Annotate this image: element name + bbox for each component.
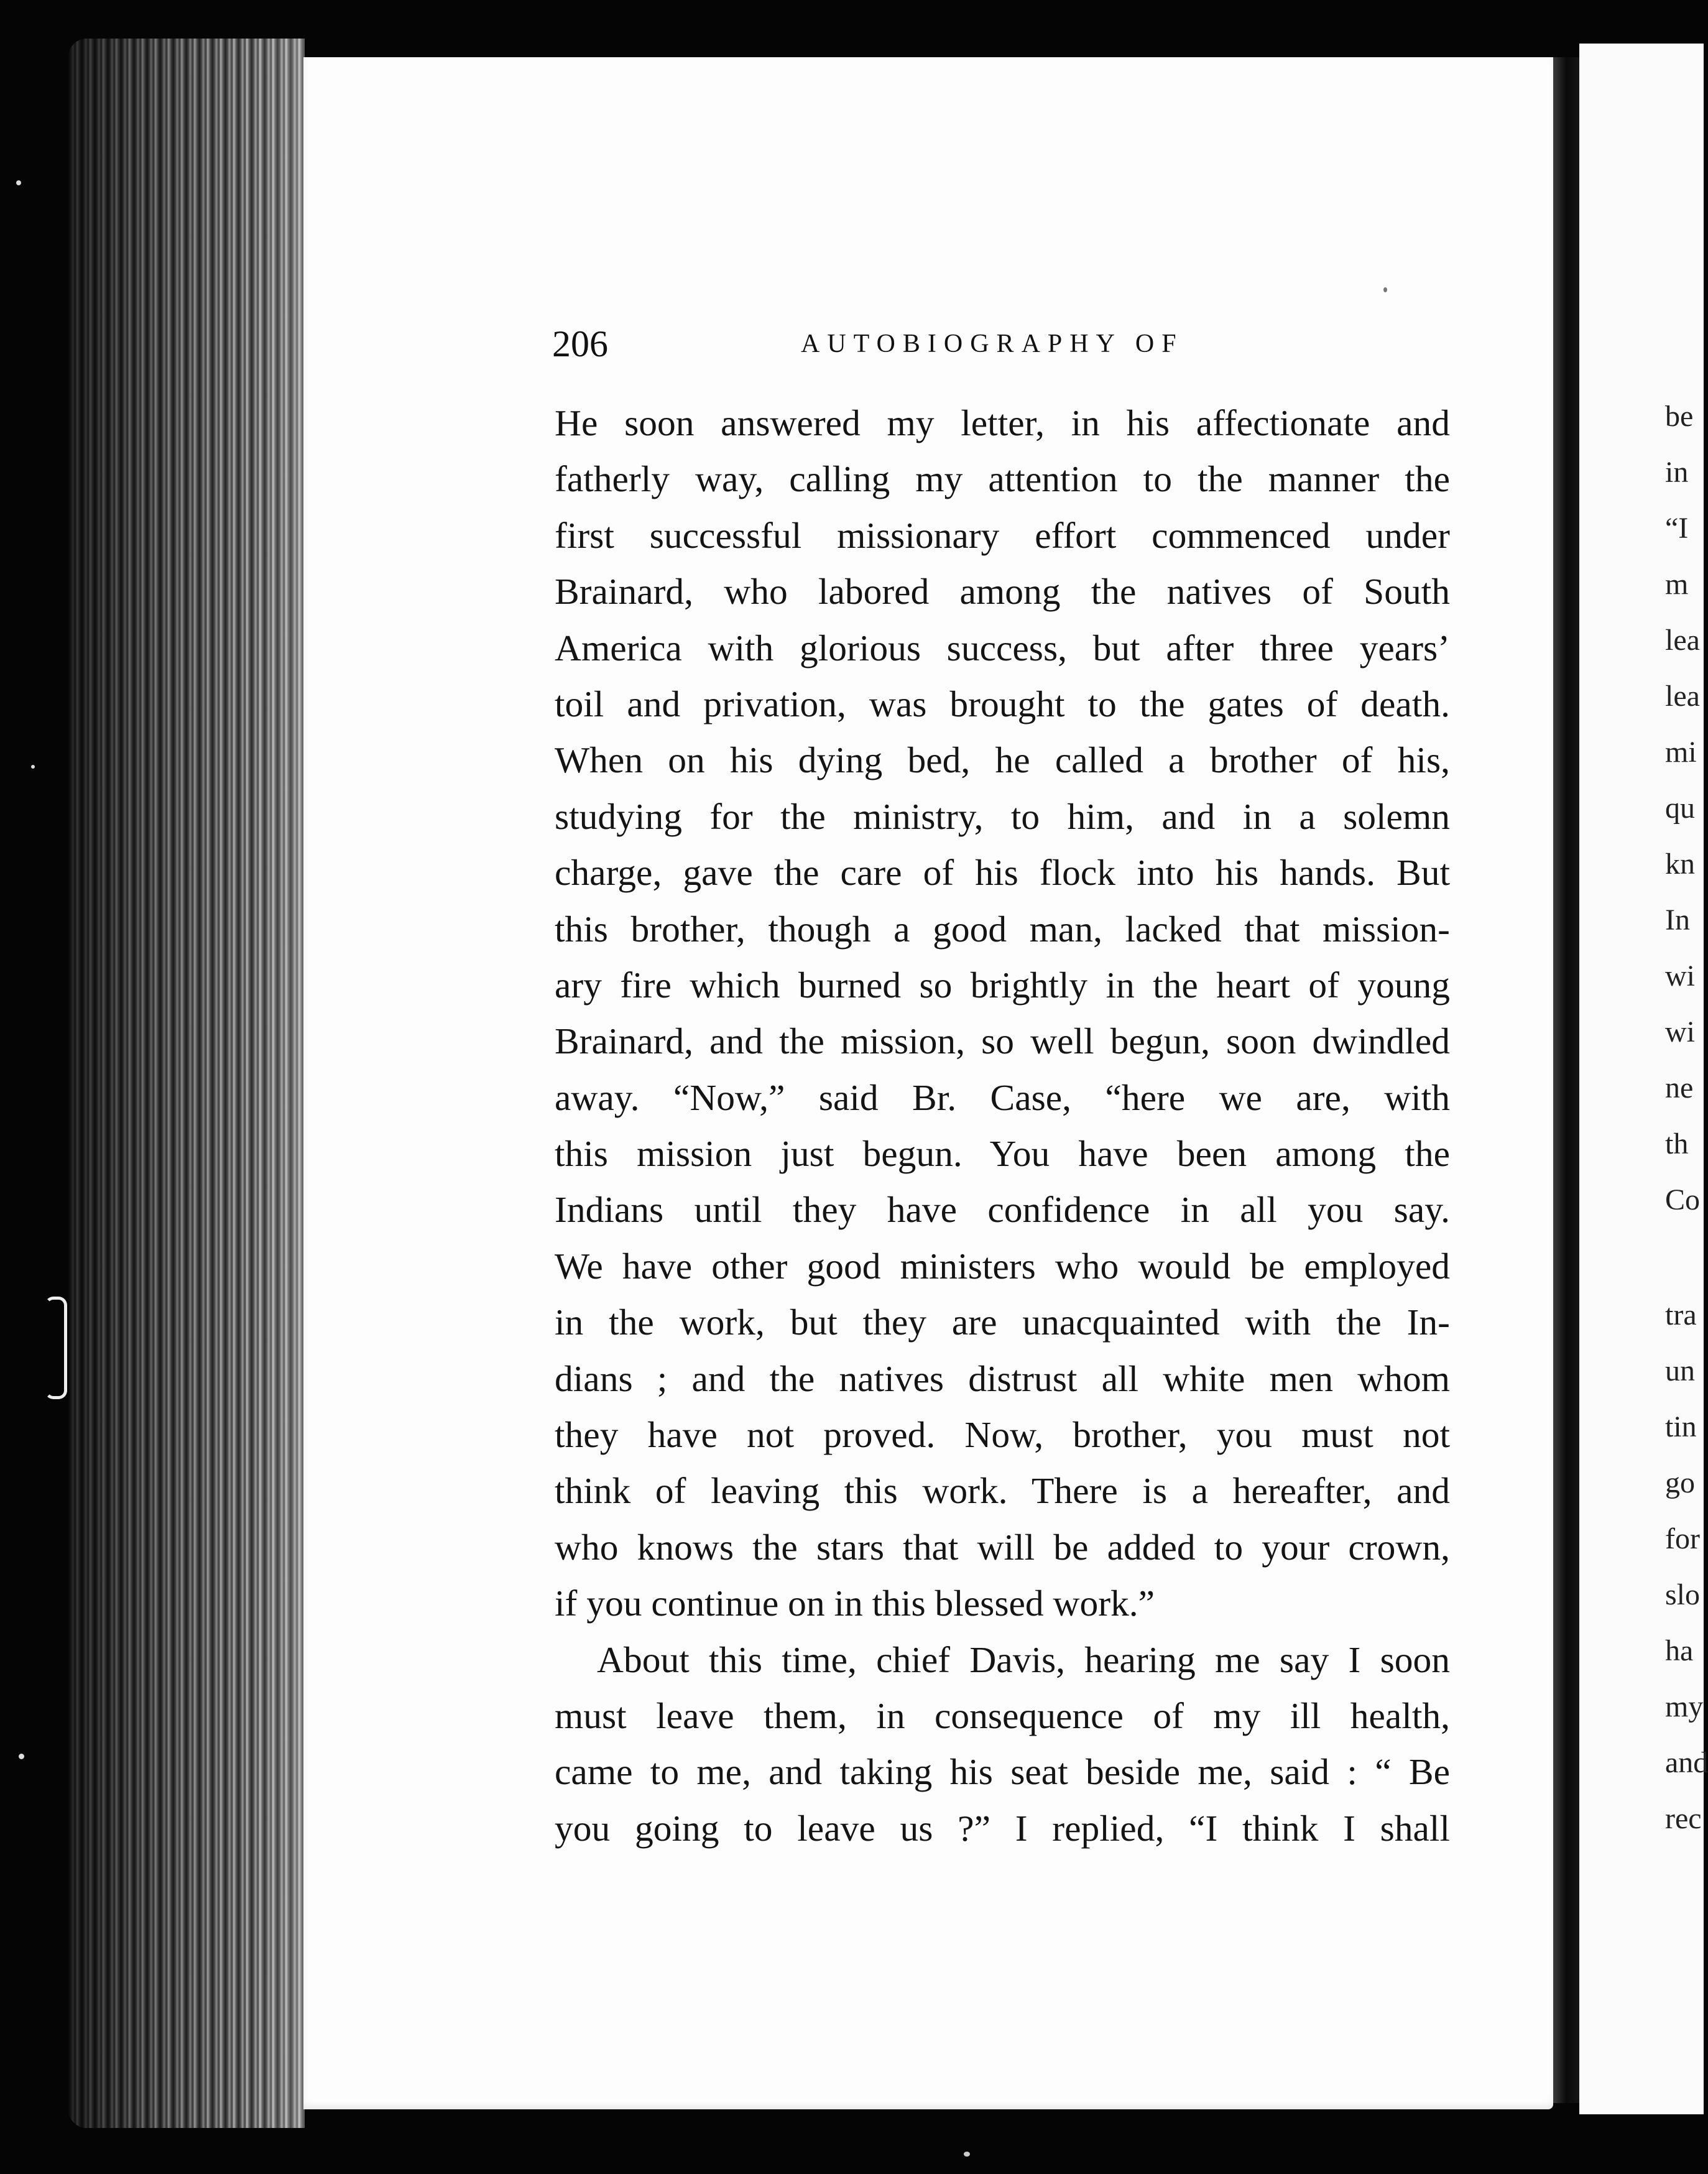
next-page-fragment: ha bbox=[1665, 1634, 1694, 1667]
next-page-fragment: ne bbox=[1665, 1071, 1694, 1104]
next-page-fragment: wi bbox=[1665, 960, 1695, 992]
next-page-fragment: mi bbox=[1665, 736, 1697, 769]
next-page-fragment: qu bbox=[1665, 792, 1695, 825]
dust-speck bbox=[19, 1754, 24, 1759]
next-page-fragment: tin bbox=[1665, 1410, 1697, 1443]
dust-speck bbox=[964, 2152, 970, 2157]
next-page-fragment: lea bbox=[1665, 624, 1700, 657]
text-line: About this time, chief Davis, hearing me say I soon bbox=[597, 1639, 1450, 1680]
text-line: studying for the ministry, to him, and in a solemn bbox=[555, 795, 1450, 837]
next-page-fragment: tra bbox=[1665, 1298, 1697, 1331]
text-line: Indians until they have confidence in all you say. bbox=[555, 1189, 1450, 1231]
dust-speck bbox=[1383, 287, 1387, 292]
text-line: first successful missionary effort commenced under bbox=[555, 514, 1450, 556]
next-page-fragment: in bbox=[1665, 456, 1689, 489]
text-line: they have not proved. Now, brother, you must not bbox=[555, 1414, 1450, 1456]
next-page-fragment: th bbox=[1665, 1127, 1689, 1160]
text-line: dians ; and the natives distrust all white men whom bbox=[555, 1358, 1450, 1399]
next-page-fragment: rec bbox=[1665, 1802, 1702, 1835]
text-line: America with glorious success, but after three years’ bbox=[555, 627, 1450, 668]
book-gutter bbox=[1553, 57, 1579, 2103]
text-line: When on his dying bed, he called a brother of his, bbox=[555, 739, 1450, 781]
next-page-fragment: slo bbox=[1665, 1578, 1701, 1611]
text-line: in the work, but they are unacquainted with the In- bbox=[555, 1302, 1450, 1343]
next-page-fragment: and bbox=[1665, 1746, 1708, 1779]
next-page-fragment: lea bbox=[1665, 680, 1700, 713]
text-line: came to me, and taking his seat beside me, said : “ Be bbox=[555, 1751, 1450, 1793]
text-line: if you continue on in this blessed work.” bbox=[555, 1583, 1155, 1624]
next-page-fragment: go bbox=[1665, 1466, 1695, 1499]
page-clip bbox=[45, 1297, 67, 1399]
next-page-fragment: for bbox=[1665, 1522, 1700, 1555]
text-line: you going to leave us ?” I replied, “I think I shall bbox=[555, 1807, 1450, 1849]
text-line: think of leaving this work. There is a hereafter, and bbox=[555, 1470, 1450, 1512]
running-head bbox=[552, 316, 1447, 372]
page-edge-shadow bbox=[68, 39, 305, 2128]
dust-speck bbox=[31, 765, 35, 769]
running-title: AUTOBIOGRAPHY OF bbox=[801, 330, 1184, 358]
text-line: He soon answered my letter, in his affectionate and bbox=[555, 402, 1450, 443]
text-line: Brainard, who labored among the natives of South bbox=[555, 571, 1450, 613]
next-page-fragment: un bbox=[1665, 1354, 1695, 1387]
text-line: We have other good ministers who would be employed bbox=[555, 1245, 1450, 1287]
next-page-fragment: Co bbox=[1665, 1183, 1701, 1216]
text-line: must leave them, in consequence of my ill health, bbox=[555, 1695, 1450, 1736]
text-line: Brainard, and the mission, so well begun, soon dwindled bbox=[555, 1020, 1450, 1062]
text-line: toil and privation, was brought to the gates of death. bbox=[555, 683, 1450, 724]
next-page-fragment: my bbox=[1665, 1690, 1704, 1723]
text-line: who knows the stars that will be added to your crown, bbox=[555, 1526, 1450, 1568]
text-line: ary fire which burned so brightly in the heart of young bbox=[555, 964, 1450, 1006]
next-page-fragment: In bbox=[1665, 904, 1690, 937]
dust-speck bbox=[16, 180, 21, 185]
next-page-fragment: wi bbox=[1665, 1015, 1695, 1048]
next-page-fragment: be bbox=[1665, 400, 1694, 433]
next-page-fragment: m bbox=[1665, 568, 1689, 601]
text-line: this brother, though a good man, lacked that mission- bbox=[555, 908, 1450, 950]
next-page-fragment: “I bbox=[1665, 512, 1689, 545]
body-text bbox=[555, 395, 1450, 1856]
text-line: fatherly way, calling my attention to the manner the bbox=[555, 458, 1450, 500]
text-line: this mission just begun. You have been among the bbox=[555, 1133, 1450, 1175]
text-line: charge, gave the care of his flock into his hands. But bbox=[555, 852, 1450, 894]
text-line: away. “Now,” said Br. Case, “here we are, with bbox=[555, 1076, 1450, 1118]
page-number: 206 bbox=[552, 323, 608, 364]
next-page-fragment: kn bbox=[1665, 848, 1695, 881]
